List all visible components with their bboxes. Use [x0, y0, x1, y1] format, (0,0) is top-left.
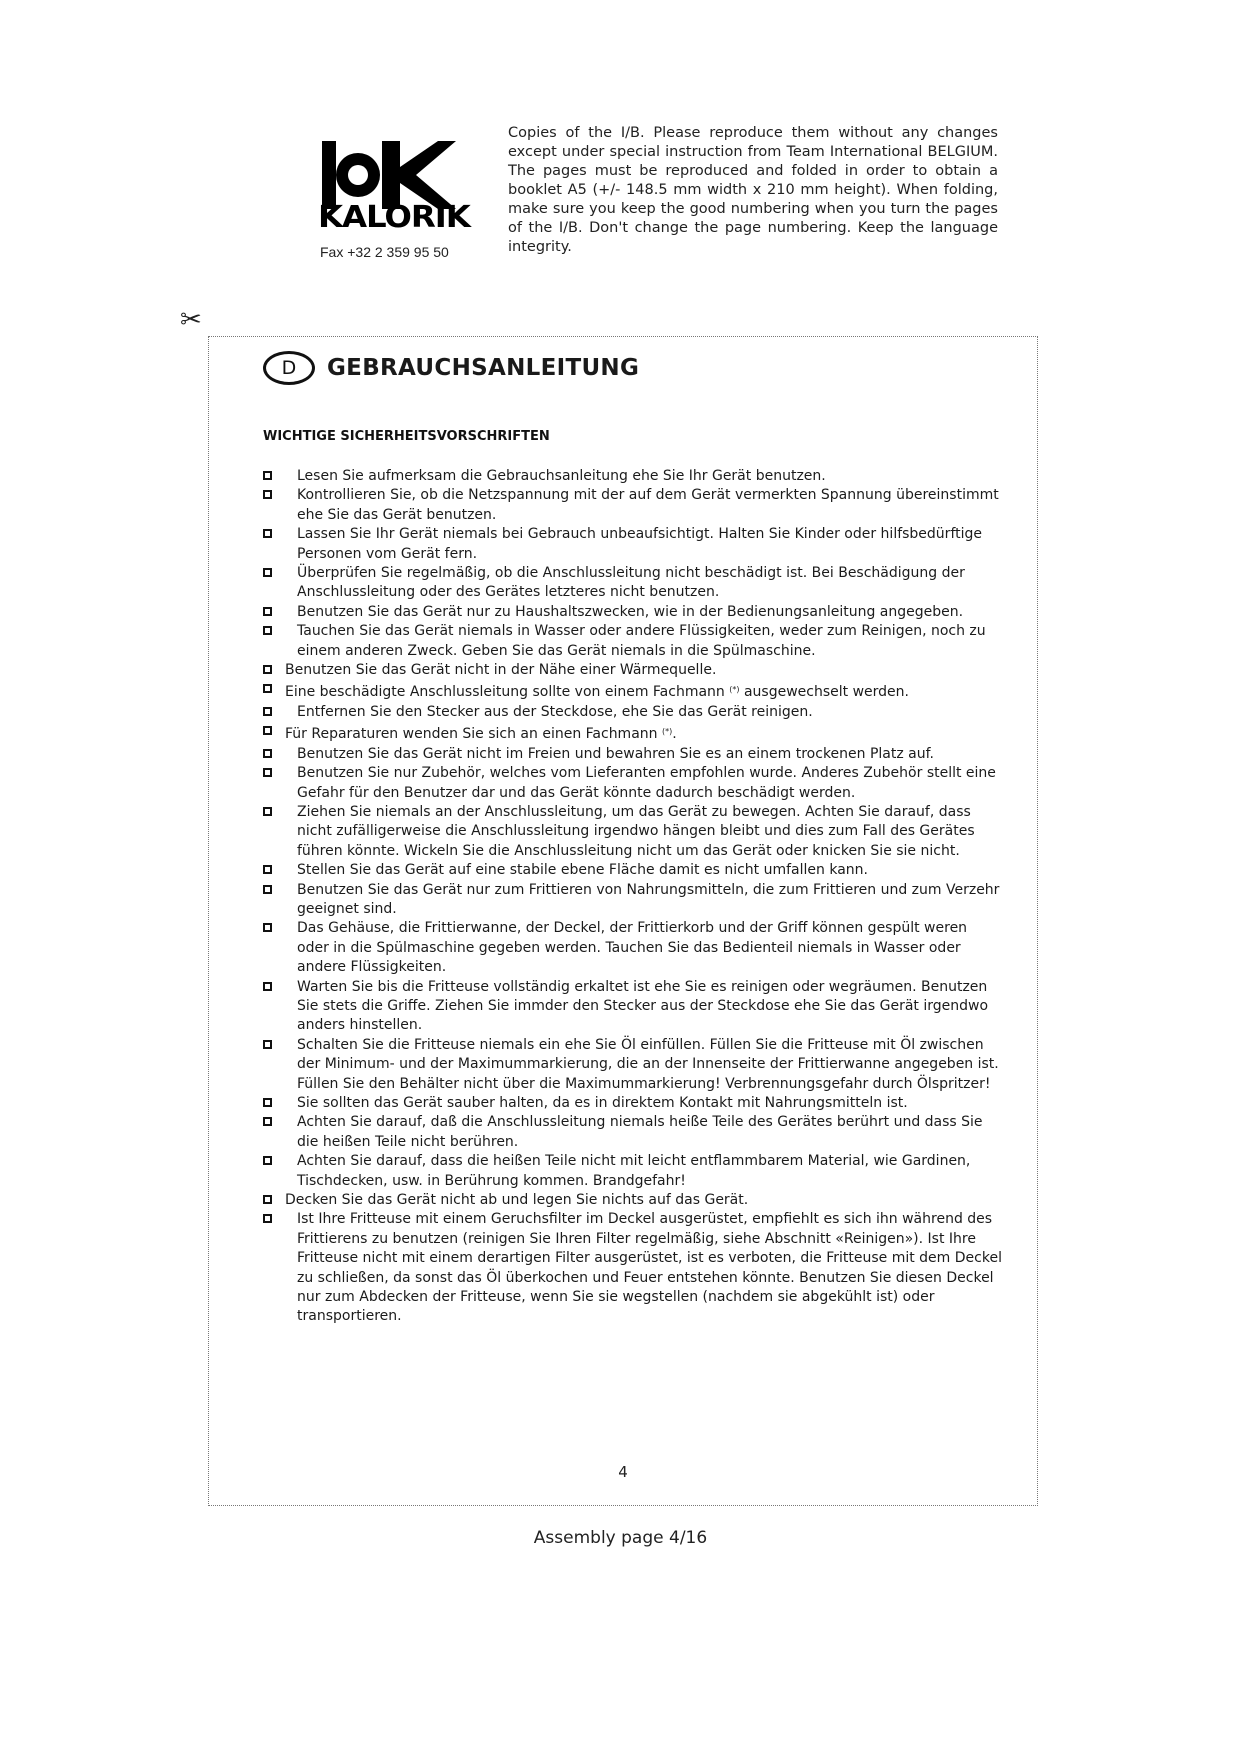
scissors-icon: ✂	[180, 305, 202, 335]
list-item	[263, 486, 1003, 525]
list-item	[263, 978, 1003, 1036]
checkbox-bullet-icon	[263, 529, 272, 538]
checkbox-bullet-icon	[263, 490, 272, 499]
list-item-main-text: Achten Sie darauf, dass die heißen Teile nicht mit leicht entflammbarem Material, wie Gardinen, Tischdecken, usw. in Berührung kommen. Brandgefahr!	[297, 1153, 971, 1189]
safety-heading: WICHTIGE SICHERHEITSVORSCHRIFTEN	[263, 429, 550, 444]
list-item-text	[263, 680, 1003, 702]
list-item-text	[263, 745, 1003, 764]
list-item-main-text: Tauchen Sie das Gerät niemals in Wasser oder andere Flüssigkeiten, weder zum Reinigen, noch zu einem anderen Zweck. Geben Sie das Gerät niemals in die Spülmaschine.	[297, 623, 986, 659]
list-item	[263, 745, 1003, 764]
list-item	[263, 1152, 1003, 1191]
list-item-text	[263, 1191, 1003, 1210]
list-item-text	[263, 722, 1003, 744]
list-item	[263, 1094, 1003, 1113]
list-item-main-text: Benutzen Sie das Gerät nur zum Frittieren von Nahrungsmitteln, die zum Frittieren und zum Verzehr geeignet sind.	[297, 881, 1000, 917]
list-item-main-text: Stellen Sie das Gerät auf eine stabile ebene Fläche damit es nicht umfallen kann.	[297, 862, 868, 879]
list-item-main-text: Warten Sie bis die Fritteuse vollständig erkaltet ist ehe Sie es reinigen oder wegräumen. Benutzen Sie stets die Griffe. Ziehen Sie immder den Stecker aus der Steckdose ehe Sie das Gerät irgendwo anders hinstellen.	[297, 978, 989, 1034]
list-item	[263, 467, 1003, 486]
list-item-text	[263, 803, 1003, 861]
cut-out-page	[208, 336, 1038, 1506]
checkbox-bullet-icon	[263, 1117, 272, 1126]
list-item-main-text: Sie sollten das Gerät sauber halten, da es in direktem Kontakt mit Nahrungsmitteln ist.	[297, 1095, 908, 1111]
checkbox-bullet-icon	[263, 768, 272, 777]
checkbox-bullet-icon	[263, 1098, 272, 1107]
footnote-marker: (*)	[729, 685, 740, 695]
list-item-text	[263, 603, 1003, 622]
checkbox-bullet-icon	[263, 471, 272, 480]
list-item-text	[263, 861, 1003, 880]
list-item-main-text: Achten Sie darauf, daß die Anschlussleitung niemals heiße Teile des Gerätes berührt und dass Sie die heißen Teile nicht berühren.	[297, 1114, 983, 1150]
list-item-text	[263, 467, 1003, 486]
fax-number: Fax +32 2 359 95 50	[320, 244, 449, 260]
footnote-marker: (*)	[661, 727, 673, 737]
logo-wordmark: KALORIK	[318, 200, 470, 235]
list-item	[263, 564, 1003, 603]
checkbox-bullet-icon	[263, 749, 272, 758]
checkbox-bullet-icon	[263, 568, 272, 577]
list-item-main-text: Überprüfen Sie regelmäßig, ob die Anschlussleitung nicht beschädigt ist. Bei Beschädigung der Anschlussleitung oder des Gerätes letzteres nicht benutzen.	[297, 565, 965, 601]
safety-list	[263, 467, 1003, 1327]
list-item	[263, 861, 1003, 880]
list-item	[263, 1036, 1003, 1094]
checkbox-bullet-icon	[263, 885, 272, 894]
checkbox-bullet-icon	[263, 1195, 272, 1204]
assembly-label: Assembly page 4/16	[533, 1528, 708, 1548]
list-item-tail-text: ausgewechselt werden.	[739, 684, 909, 701]
page-number: 4	[618, 1463, 628, 1481]
list-item-main-text: Lesen Sie aufmerksam die Gebrauchsanleitung ehe Sie Ihr Gerät benutzen.	[297, 468, 826, 484]
list-item	[263, 881, 1003, 920]
list-item	[263, 1191, 1003, 1210]
list-item-main-text: Ist Ihre Fritteuse mit einem Geruchsfilter im Deckel ausgerüstet, empfiehlt es sich ihn während des Frittierens zu benutzen (reinigen Sie Ihren Filter regelmäßig, siehe Abschnitt «Reinigen»). Ist Ihre Fritteuse nicht mit einem derartigen Filter ausgerüstet, ist es verboten, die Fritteuse mit dem Deckel zu schließen, da sonst das Öl überkochen und Feuer entstehen könnte. Benutzen Sie diesen Deckel nur zum Abdecken der Fritteuse, wenn Sie sie wegstellen (nachdem sie abgekühlt ist) oder transportieren.	[297, 1211, 1002, 1325]
list-item	[263, 722, 1003, 744]
list-item	[263, 680, 1003, 702]
list-item-text	[263, 486, 1003, 525]
list-item	[263, 1113, 1003, 1152]
list-item-text	[263, 622, 1003, 661]
list-item-text	[263, 764, 1003, 803]
list-item-main-text: Schalten Sie die Fritteuse niemals ein ehe Sie Öl einfüllen. Füllen Sie die Fritteuse mit Öl zwischen der Minimum- und der Maximummarkierung, die an der Innenseite der Frittierwanne angegeben ist. Füllen Sie den Behälter nicht über die Maximummarkierung! Verbrennungsgefahr durch Ölspritzer!	[297, 1036, 999, 1092]
list-item-main-text: Benutzen Sie das Gerät nicht im Freien und bewahren Sie es an einem trockenen Platz auf.	[297, 745, 934, 762]
list-item	[263, 661, 1003, 680]
list-item	[263, 622, 1003, 661]
page-title: GEBRAUCHSANLEITUNG	[327, 355, 640, 381]
list-item-main-text: Eine beschädigte Anschlussleitung sollte von einem Fachmann	[285, 684, 725, 701]
list-item-text	[263, 919, 1003, 977]
list-item	[263, 703, 1003, 722]
list-item-text	[263, 703, 1003, 722]
list-item-text	[263, 978, 1003, 1036]
list-item	[263, 1210, 1003, 1326]
list-item-tail-text: .	[672, 726, 677, 743]
list-item	[263, 764, 1003, 803]
list-item-text	[263, 1210, 1003, 1326]
list-item	[263, 919, 1003, 977]
copies-note: Copies of the I/B. Please reproduce them without any changes except under special instruction from Team International BELGIUM. The pages must be reproduced and folded in order to obtain a booklet A5 (+/- 148.5 mm width x 210 mm height). When folding, make sure you keep the good numbering when you turn the pages of the I/B. Don't change the page numbering. Keep the language integrity.	[508, 125, 998, 255]
checkbox-bullet-icon	[263, 1156, 272, 1165]
checkbox-bullet-icon	[263, 865, 272, 874]
checkbox-bullet-icon	[263, 684, 272, 693]
list-item-text	[263, 525, 1003, 564]
list-item	[263, 525, 1003, 564]
list-item-main-text: Decken Sie das Gerät nicht ab und legen Sie nichts auf das Gerät.	[285, 1192, 749, 1209]
checkbox-bullet-icon	[263, 707, 272, 716]
list-item-main-text: Entfernen Sie den Stecker aus der Steckdose, ehe Sie das Gerät reinigen.	[297, 703, 813, 720]
checkbox-bullet-icon	[263, 923, 272, 932]
list-item-text	[263, 661, 1003, 680]
list-item-main-text: Für Reparaturen wenden Sie sich an einen Fachmann	[285, 726, 658, 743]
list-item-text	[263, 1113, 1003, 1152]
checkbox-bullet-icon	[263, 626, 272, 635]
list-item	[263, 603, 1003, 622]
checkbox-bullet-icon	[263, 807, 272, 816]
list-item-main-text: Das Gehäuse, die Frittierwanne, der Deckel, der Frittierkorb und der Griff können gespült weren oder in die Spülmaschine gegeben werden. Tauchen Sie das Bedienteil niemals in Wasser oder andere Flüssigkeiten.	[297, 920, 968, 976]
checkbox-bullet-icon	[263, 982, 272, 991]
checkbox-bullet-icon	[263, 726, 272, 735]
language-badge: D	[263, 351, 315, 385]
list-item-text	[263, 1094, 1003, 1113]
checkbox-bullet-icon	[263, 607, 272, 616]
list-item-text	[263, 1152, 1003, 1191]
list-item-text	[263, 564, 1003, 603]
list-item-main-text: Kontrollieren Sie, ob die Netzspannung mit der auf dem Gerät vermerkten Spannung übereinstimmt ehe Sie das Gerät benutzen.	[297, 487, 999, 523]
list-item-main-text: Benutzen Sie das Gerät nicht in der Nähe einer Wärmequelle.	[285, 662, 717, 679]
list-item-text	[263, 1036, 1003, 1094]
list-item	[263, 803, 1003, 861]
list-item-main-text: Benutzen Sie das Gerät nur zu Haushaltszwecken, wie in der Bedienungsanleitung angegeben.	[297, 603, 964, 620]
header	[318, 124, 998, 264]
checkbox-bullet-icon	[263, 665, 272, 674]
checkbox-bullet-icon	[263, 1040, 272, 1049]
list-item-main-text: Benutzen Sie nur Zubehör, welches vom Lieferanten empfohlen wurde. Anderes Zubehör stellt eine Gefahr für den Benutzer dar und das Gerät könnte dadurch beschädigt werden.	[297, 765, 996, 801]
list-item-text	[263, 881, 1003, 920]
checkbox-bullet-icon	[263, 1214, 272, 1223]
section-title-row	[263, 351, 639, 385]
list-item-main-text: Ziehen Sie niemals an der Anschlussleitung, um das Gerät zu bewegen. Achten Sie darauf, dass nicht zufälligerweise die Anschlussleitung irgendwo hängen bleibt und dies zum Fall des Gerätes führen könnte. Wickeln Sie die Anschlussleitung nicht um das Gerät oder knicken Sie sie nicht.	[297, 803, 975, 859]
list-item-main-text: Lassen Sie Ihr Gerät niemals bei Gebrauch unbeaufsichtigt. Halten Sie Kinder oder hilfsbedürftige Personen vom Gerät fern.	[297, 526, 983, 562]
